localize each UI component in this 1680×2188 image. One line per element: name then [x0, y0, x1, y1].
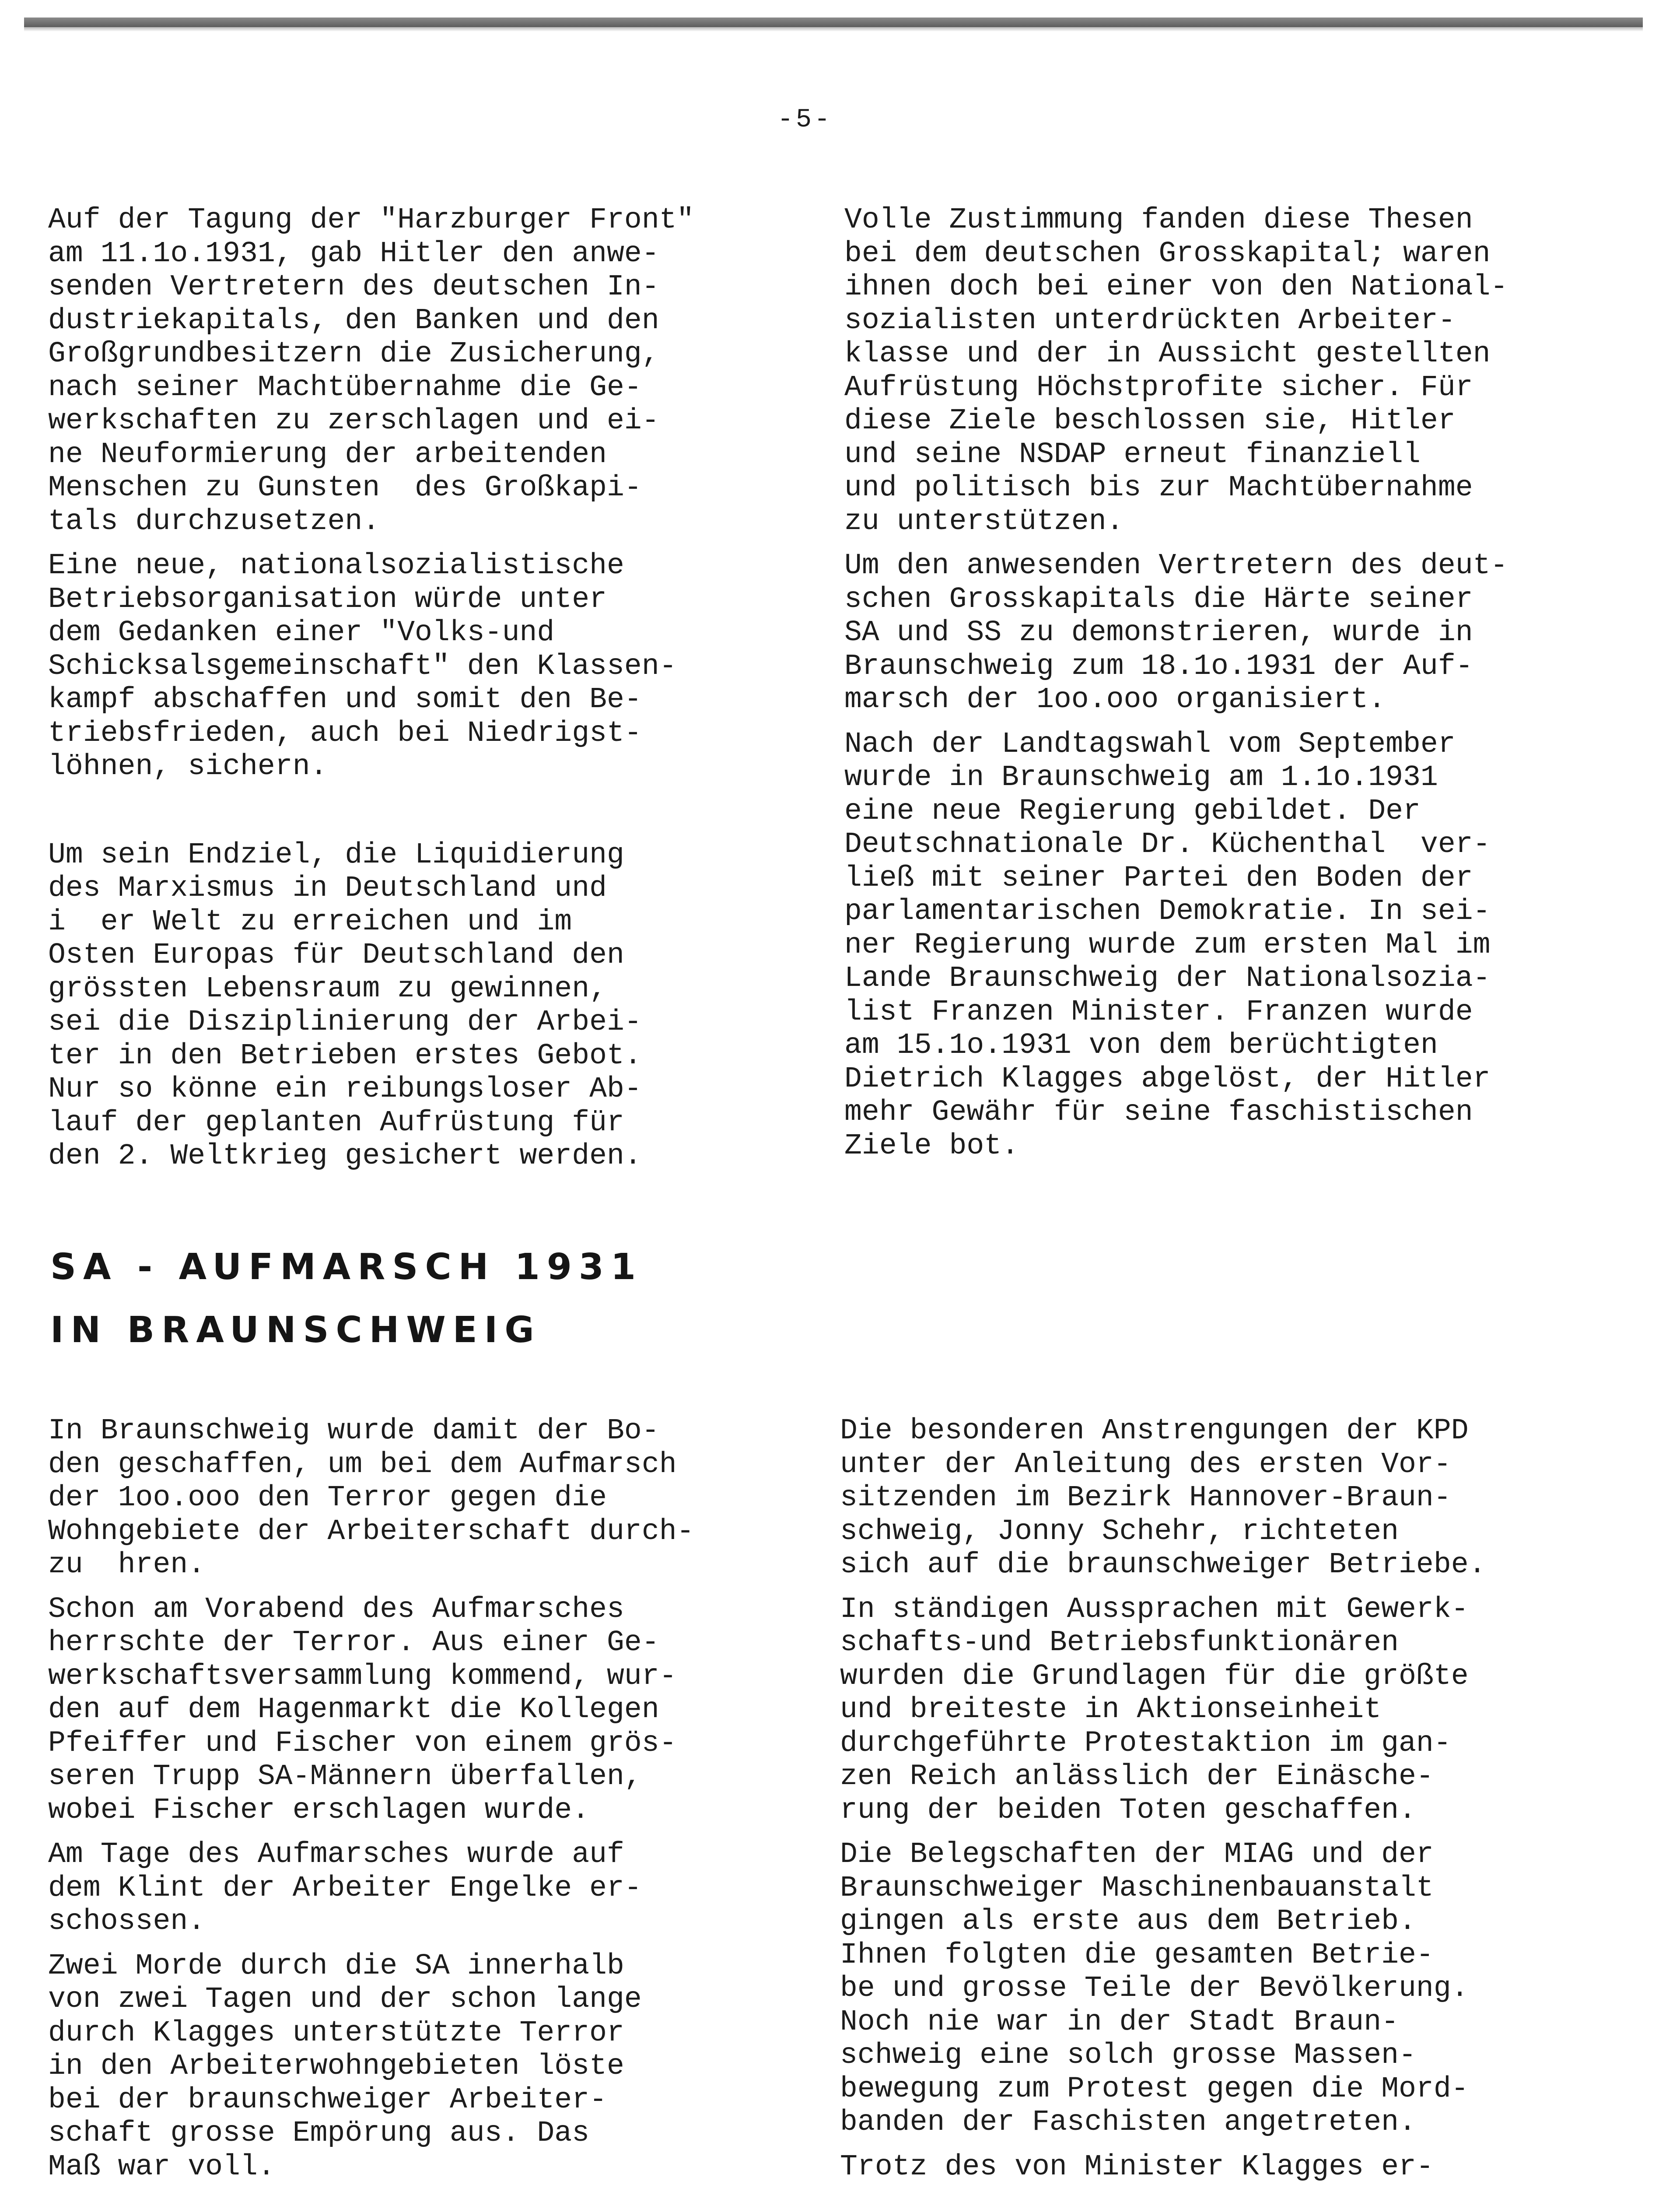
- paragraph: Die Belegschaften der MIAG und der Braunschweiger Maschinenbauanstalt gingen als erste aus dem Betrieb. Ihnen folgten die gesamten Betrie- be und grosse Teile der Bevölkerung. Noch nie war in der Stadt Braun- schweig eine solch grosse Massen- bewegung zum Protest gegen die Mord- banden der Faschisten angetreten.: [840, 1838, 1469, 2139]
- paragraph: Zwei Morde durch die SA innerhalb von zwei Tagen und der schon lange durch Klagges unterstützte Terror in den Arbeiterwohngebieten löste bei der braunschweiger Arbeiter- schaft grosse Empörung aus. Das Maß war voll.: [48, 1949, 642, 2183]
- paragraph: Auf der Tagung der "Harzburger Front" am 11.1o.1931, gab Hitler den anwe- senden Vertretern des deutschen In- dustriekapitals, den Banken und den Großgrundbesitzern die Zusicherung, nach seiner Machtübernahme die Ge- werkschaften zu zerschlagen und ei- ne Neuformierung der arbeitenden Menschen zu Gunsten des Großkapi- tals durchzusetzen.: [48, 203, 694, 538]
- paragraph: In Braunschweig wurde damit der Bo- den geschaffen, um bei dem Aufmarsch der 1oo.ooo den Terror gegen die Wohngebiete der Arbeiterschaft durch- zu hren.: [48, 1414, 694, 1581]
- paragraph: Die besonderen Anstrengungen der KPD unter der Anleitung des ersten Vor- sitzenden im Bezirk Hannover-Braun- schweig, Jonny Schehr, richteten sich auf die braunschweiger Betriebe.: [840, 1414, 1486, 1581]
- section-heading-line-2: IN BRAUNSCHWEIG: [50, 1309, 541, 1351]
- section1-right-column: [844, 203, 1508, 1163]
- paragraph: Schon am Vorabend des Aufmarsches herrschte der Terror. Aus einer Ge- werkschaftsversammlung kommend, wur- den auf dem Hagenmarkt die Kollegen Pfeiffer und Fischer von einem grös- seren Trupp SA-Männern überfallen, wobei Fischer erschlagen wurde.: [48, 1592, 677, 1827]
- paragraph: Volle Zustimmung fanden diese Thesen bei dem deutschen Grosskapital; waren ihnen doch bei einer von den National- sozialisten unterdrückten Arbeiter- klasse und der in Aussicht gestellten Aufrüstung Höchstprofite sicher. Für diese Ziele beschlossen sie, Hitler und seine NSDAP erneut finanziell und politisch bis zur Machtübernahme zu unterstützen.: [844, 203, 1508, 538]
- paragraph: Nach der Landtagswahl vom September wurde in Braunschweig am 1.1o.1931 eine neue Regierung gebildet. Der Deutschnationale Dr. Küchenthal ver- ließ mit seiner Partei den Boden der parlamentarischen Demokratie. In sei- ner Regierung wurde zum ersten Mal im Lande Braunschweig der Nationalsozia- list Franzen Minister. Franzen wurde am 15.1o.1931 von dem berüchtigten Dietrich Klagges abgelöst, der Hitler mehr Gewähr für seine faschistischen Ziele bot.: [844, 727, 1491, 1162]
- paragraph: Eine neue, nationalsozialistische Betriebsorganisation würde unter dem Gedanken einer "Volks-und Schicksalsgemeinschaft" den Klassen- kampf abschaffen und somit den Be- triebsfrieden, auch bei Niedrigst- löhnen, sichern.: [48, 549, 677, 783]
- paragraph: In ständigen Aussprachen mit Gewerk- schafts-und Betriebsfunktionären wurden die Grundlagen für die größte und breiteste in Aktionseinheit durchgeführte Protestaktion im gan- zen Reich anlässlich der Einäsche- rung der beiden Toten geschaffen.: [840, 1592, 1469, 1827]
- paragraph: Trotz des von Minister Klagges er-: [840, 2150, 1434, 2183]
- paragraph: Um den anwesenden Vertretern des deut- schen Grosskapitals die Härte seiner SA und SS zu demonstrieren, wurde in Braunschweig zum 18.1o.1931 der Auf- marsch der 1oo.ooo organisiert.: [844, 549, 1508, 716]
- section-heading-line-1: SA - AUFMARSCH 1931: [50, 1246, 643, 1288]
- section2-right-column: [840, 1414, 1486, 2184]
- scan-top-edge: [24, 18, 1643, 27]
- scan-top-edge-shadow: [24, 27, 1643, 32]
- section1-left-column: [48, 203, 694, 1173]
- paragraph: Am Tage des Aufmarsches wurde auf dem Klint der Arbeiter Engelke er- schossen.: [48, 1838, 642, 1938]
- section2-left-column: [48, 1414, 694, 2184]
- page-number: -5-: [777, 105, 833, 135]
- paragraph: Um sein Endziel, die Liquidierung des Marxismus in Deutschland und i er Welt zu erreichen und im Osten Europas für Deutschland den grössten Lebensraum zu gewinnen, sei die Disziplinierung der Arbei- ter in den Betrieben erstes Gebot. Nur so könne ein reibungsloser Ab- lauf der geplanten Aufrüstung für den 2. Weltkrieg gesichert werden.: [48, 838, 642, 1172]
